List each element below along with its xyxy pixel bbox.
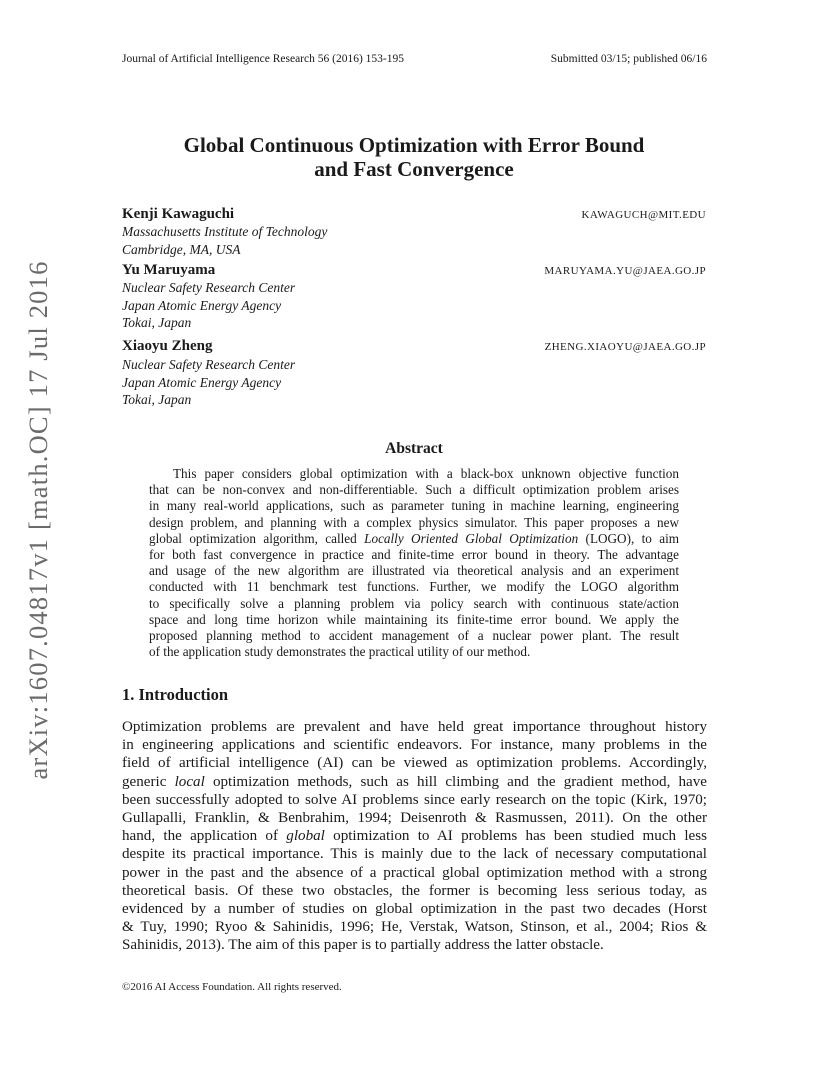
- abstract-body: [149, 466, 679, 660]
- affiliation-line: Massachusetts Institute of Technology: [122, 224, 328, 239]
- intro-line: [122, 773, 707, 791]
- intro-line: Optimization problems are prevalent and have held great importance throughout history: [122, 719, 707, 735]
- intro-text: hand, the application of: [122, 828, 278, 845]
- title-line-1: Global Continuous Optimization with Error Bound: [183, 133, 645, 157]
- intro-line: Sahinidis, 2013). The aim of this paper is to partially address the latter obstacle.: [122, 937, 604, 954]
- intro-line: field of artificial intelligence (AI) can be viewed as optimization problems. Accordingly,: [122, 755, 707, 772]
- intro-line: in engineering applications and scientific endeavors. For instance, many problems in the: [122, 737, 707, 754]
- abstract-line: proposed planning method to accident management of a nuclear power plant. The result: [149, 627, 679, 643]
- intro-line: power in the past and the absence of a practical global optimization method with a strong: [122, 864, 707, 881]
- author-affiliation-2: [122, 279, 295, 332]
- abstract-line: conducted with 11 benchmark test functions. Further, we modify the LOGO algorithm: [149, 579, 679, 595]
- author-affiliation-3: [122, 356, 295, 409]
- author-email-2: MARUYAMA.YU@JAEA.GO.JP: [544, 265, 706, 277]
- affiliation-line: Japan Atomic Energy Agency: [122, 374, 282, 390]
- abstract-line: space and long time horizon while maintaining its finite-time error bound. We apply the: [149, 611, 679, 627]
- author-name-2: Yu Maruyama: [122, 262, 216, 278]
- intro-line: evidenced by a number of studies on global optimization in the past two decades (Horst: [122, 900, 707, 917]
- section-heading: 1. Introduction: [122, 685, 229, 704]
- title-line-2: and Fast Convergence: [314, 157, 514, 181]
- emphasis: local: [174, 773, 205, 790]
- affiliation-line: Cambridge, MA, USA: [122, 241, 241, 257]
- abstract-line: in many real-world applications, such as parameter tuning in machine learning, engineering: [149, 498, 679, 514]
- author-name-1: Kenji Kawaguchi: [122, 206, 235, 222]
- intro-line: been successfully adopted to solve AI problems since early research on the topic (Kirk, 1970;: [122, 791, 707, 808]
- intro-text: optimization methods, such as hill climbing and the gradient method, have: [212, 773, 707, 790]
- paper-title: [100, 133, 728, 181]
- affiliation-line: Nuclear Safety Research Center: [122, 357, 296, 372]
- introduction-body: [122, 718, 707, 954]
- algorithm-name: Locally Oriented Global Optimization: [364, 530, 579, 546]
- abstract-text: (LOGO), to aim: [585, 530, 680, 546]
- arxiv-stamp: arXiv:1607.04817v1 [math.OC] 17 Jul 2016: [23, 260, 53, 780]
- abstract-line: that can be non-convex and non-differentiable. Such a difficult optimization problem arises: [149, 482, 679, 498]
- intro-line: theoretical basis. Of these two obstacles, the former is becoming less serious today, as: [122, 882, 707, 899]
- intro-line: Gullapalli, Franklin, & Benbrahim, 1994; Deisenroth & Rasmussen, 2011). On the other: [122, 809, 707, 826]
- copyright-footer: ©2016 AI Access Foundation. All rights reserved.: [122, 981, 342, 993]
- affiliation-line: Tokai, Japan: [122, 315, 192, 330]
- abstract-line: This paper considers global optimization with a black-box unknown objective function: [173, 466, 679, 481]
- author-name-3: Xiaoyu Zheng: [122, 338, 213, 354]
- author-email-1: KAWAGUCH@MIT.EDU: [581, 209, 706, 221]
- abstract-line: of the application study demonstrates the practical utility of our method.: [149, 644, 531, 660]
- abstract-text: global optimization algorithm, called: [149, 530, 357, 546]
- abstract-line: design problem, and planning with a complex physics simulator. This paper proposes a new: [149, 514, 679, 530]
- intro-line: despite its practical importance. This is mainly due to the lack of necessary computational: [122, 846, 707, 863]
- intro-line: & Tuy, 1990; Ryoo & Sahinidis, 1996; He, Verstak, Watson, Stinson, et al., 2004; Rios &: [122, 919, 707, 936]
- submission-dates: Submitted 03/15; published 06/16: [550, 53, 707, 65]
- intro-text: generic: [122, 773, 167, 790]
- emphasis: global: [286, 828, 325, 845]
- intro-line: [122, 827, 707, 845]
- affiliation-line: Nuclear Safety Research Center: [122, 280, 296, 295]
- abstract-line: [149, 531, 679, 547]
- intro-text: optimization to AI problems has been studied much less: [333, 828, 707, 845]
- abstract-heading: Abstract: [385, 440, 443, 457]
- abstract-line: to specifically solve a planning problem via policy search with continuous state/action: [149, 595, 679, 611]
- abstract-line: for both fast convergence in practice and finite-time error bound in theory. The advantage: [149, 546, 679, 562]
- affiliation-line: Japan Atomic Energy Agency: [122, 297, 282, 313]
- journal-header: Journal of Artificial Intelligence Research 56 (2016) 153-195: [122, 53, 404, 65]
- author-email-3: ZHENG.XIAOYU@JAEA.GO.JP: [544, 341, 706, 353]
- author-affiliation-1: [122, 223, 327, 258]
- abstract-line: and usage of the new algorithm are illustrated via theoretical analysis and an experiment: [149, 563, 679, 579]
- affiliation-line: Tokai, Japan: [122, 392, 192, 407]
